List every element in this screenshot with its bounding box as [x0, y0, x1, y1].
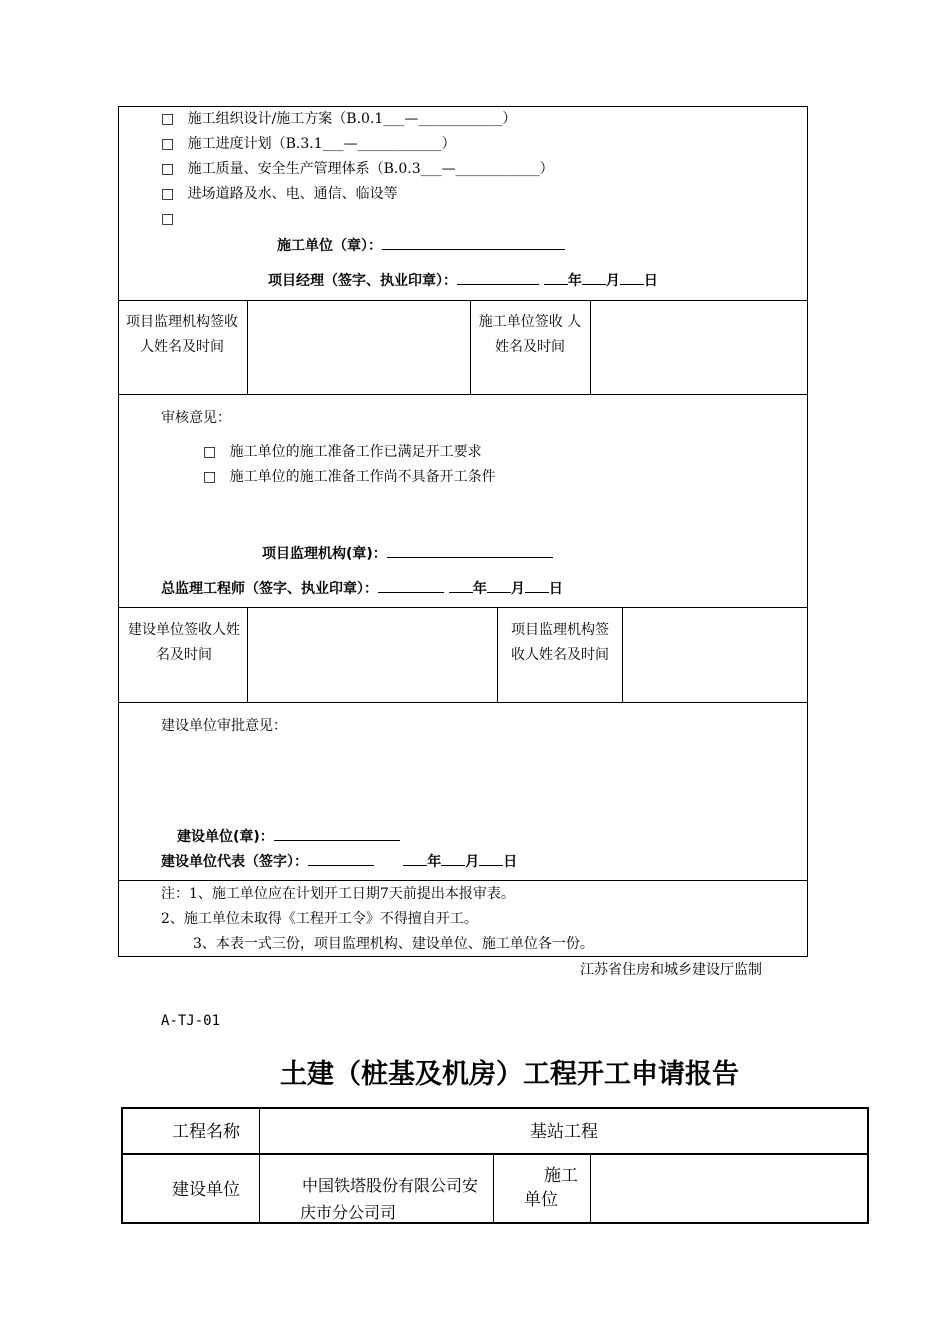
day-label: 日: [548, 581, 563, 597]
owner-seal-label: 建设单位(章)：: [177, 829, 274, 845]
review-option-label: 施工单位的施工准备工作尚不具备开工条件: [229, 469, 496, 485]
col-divider: [493, 1153, 494, 1224]
owner-label: 建设单位: [172, 1180, 240, 1200]
checkbox[interactable]: □: [203, 469, 217, 485]
owner-rep-label: 建设单位代表（签字）：: [161, 854, 308, 870]
supervision-receipt-field-2[interactable]: [623, 608, 807, 701]
contractor-seal-line: [277, 235, 565, 255]
contractor-seal-field[interactable]: [382, 235, 565, 250]
month-label: 月: [510, 581, 525, 597]
project-name-label: 工程名称: [172, 1122, 240, 1142]
month-label: 月: [605, 273, 620, 289]
checklist-item[interactable]: [161, 210, 188, 228]
col-divider: [497, 607, 498, 702]
day-field[interactable]: [525, 578, 549, 593]
review-option-label: 施工单位的施工准备工作已满足开工要求: [229, 444, 482, 460]
checkbox[interactable]: □: [161, 211, 175, 227]
year-label: 年: [567, 273, 582, 289]
owner-seal-line: [177, 826, 400, 846]
checklist-item-label: 施工进度计划（B.3.1___—____________）: [187, 136, 456, 152]
owner-value: 中国铁塔股份有限公司安庆市分公司司: [300, 1176, 479, 1222]
approval-heading: 建设单位审批意见：: [161, 718, 287, 734]
contractor-seal-label: 施工单位（章）：: [277, 238, 382, 254]
checklist-item-label: 施工质量、安全生产管理体系（B.0.3___—____________）: [187, 161, 554, 177]
chief-engineer-label: 总监理工程师（签字、执业印章）：: [161, 581, 378, 597]
row-divider: [118, 880, 808, 881]
year-field[interactable]: [544, 270, 568, 285]
month-field[interactable]: [441, 851, 465, 866]
contractor-label: 施工单位: [524, 1166, 578, 1210]
checklist-item-label: 施工组织设计/施工方案（B.0.1___—____________）: [187, 111, 517, 127]
owner-receipt-field[interactable]: [248, 608, 496, 701]
note-line: 2、施工单位未取得《工程开工令》不得擅自开工。: [161, 911, 478, 927]
checklist-item[interactable]: [161, 135, 456, 153]
day-field[interactable]: [479, 851, 503, 866]
contractor-receipt-field[interactable]: [591, 301, 807, 393]
checklist-item[interactable]: [161, 160, 554, 178]
review-option[interactable]: [203, 443, 482, 461]
review-option[interactable]: [203, 468, 496, 486]
row-divider: [121, 1153, 869, 1155]
chief-engineer-field[interactable]: [378, 578, 444, 593]
checkbox[interactable]: □: [161, 136, 175, 152]
supervision-receipt-field[interactable]: [248, 301, 469, 393]
row-divider: [118, 702, 808, 703]
year-field[interactable]: [403, 851, 427, 866]
checklist-item-label: 进场道路及水、电、通信、临设等: [187, 186, 398, 202]
form-title: 土建（桩基及机房）工程开工申请报告: [280, 1059, 739, 1090]
supervision-seal-field[interactable]: [387, 543, 553, 558]
year-label: 年: [427, 854, 442, 870]
checkbox[interactable]: □: [161, 161, 175, 177]
col-divider: [470, 300, 471, 394]
footer-credit: 江苏省住房和城乡建设厅监制: [580, 962, 762, 978]
day-label: 日: [503, 854, 518, 870]
row-divider: [118, 394, 808, 395]
month-label: 月: [465, 854, 480, 870]
pm-sign-label: 项目经理（签字、执业印章）：: [268, 273, 457, 289]
supervision-receipt-label: 项目监理机构签收人姓名及时间: [126, 314, 238, 355]
owner-receipt-label: 建设单位签收人姓名及时间: [128, 622, 240, 663]
project-name-value: 基站工程: [530, 1122, 598, 1142]
supervision-seal-label: 项目监理机构(章)：: [262, 546, 387, 562]
supervision-seal-line: [262, 543, 553, 563]
pm-sign-field[interactable]: [457, 270, 539, 285]
owner-seal-field[interactable]: [274, 826, 400, 841]
review-heading: 审核意见：: [161, 410, 231, 426]
note-line: 3、本表一式三份，项目监理机构、建设单位、施工单位各一份。: [193, 936, 594, 952]
year-field[interactable]: [449, 578, 473, 593]
checklist-item[interactable]: [161, 110, 516, 128]
pm-sign-line: [268, 270, 658, 290]
col-divider: [590, 1153, 591, 1224]
form-code: A-TJ-01: [161, 1013, 221, 1029]
checkbox[interactable]: □: [161, 111, 175, 127]
month-field[interactable]: [487, 578, 511, 593]
owner-rep-line: [161, 851, 517, 871]
checklist-item[interactable]: [161, 185, 398, 203]
supervision-receipt-label-2: 项目监理机构签收人姓名及时间: [511, 622, 609, 663]
month-field[interactable]: [582, 270, 606, 285]
checkbox[interactable]: □: [161, 186, 175, 202]
owner-rep-field[interactable]: [308, 851, 374, 866]
note-line: 注：1、施工单位应在计划开工日期7天前提出本报审表。: [161, 886, 515, 902]
chief-engineer-line: [161, 578, 563, 598]
day-field[interactable]: [620, 270, 644, 285]
day-label: 日: [643, 273, 658, 289]
checkbox[interactable]: □: [203, 444, 217, 460]
contractor-receipt-label: 施工单位签收 人姓名及时间: [478, 314, 582, 355]
year-label: 年: [472, 581, 487, 597]
